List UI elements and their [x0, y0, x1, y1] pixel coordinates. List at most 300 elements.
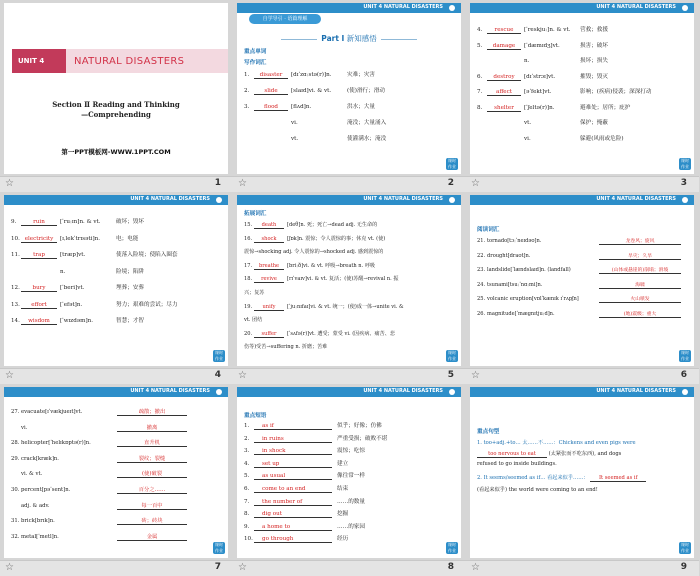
vocab-row	[11, 316, 144, 325]
meaning: 遭受；蒙受 vi. (因疾病、痛苦、悲	[317, 330, 395, 337]
sentence-1-line-1: 1. too+adj.+to… 太……不……：Chickens and even pigs were	[477, 440, 636, 446]
slide-thumb-6[interactable]	[466, 192, 699, 384]
phrase-row	[244, 421, 382, 430]
phonetic: landslide[ˈlændslaɪd]n. (landfall)	[487, 267, 571, 273]
thumb-footer	[0, 368, 233, 384]
vocab-row	[11, 501, 187, 510]
item-number: 1.	[244, 423, 250, 429]
meaning: 洪水；大量	[347, 104, 375, 110]
item-number: 27.	[11, 409, 20, 415]
meaning: ……的数量	[337, 498, 365, 505]
tab-self-study[interactable]: 自学导引 · 语篇理解	[249, 14, 321, 24]
answer-blank: as usual	[254, 473, 332, 480]
meaning: 躲避(风雨或危险)	[580, 135, 624, 142]
notes-icon[interactable]: 课时 作业	[448, 542, 456, 553]
vocab-row	[244, 275, 398, 283]
heading-writing-words: 写作词汇	[244, 60, 267, 66]
phonetic: [əˈfekt]vt.	[524, 89, 552, 95]
vocab-row	[244, 248, 383, 255]
meaning: 震惊；令人震惊的事；休克 vt. (使)	[305, 235, 386, 242]
answer-blank: affect	[487, 89, 521, 96]
phonetic: tsunami[tsuːˈnɑːmi]n.	[487, 281, 543, 288]
vocab-row	[11, 300, 178, 309]
vocab-row	[11, 217, 144, 226]
item-number: 29.	[11, 455, 20, 462]
answer-blank: 旱灾；久旱	[599, 252, 681, 260]
phonetic: [flʌd]n.	[291, 104, 312, 110]
notes-icon[interactable]: 课时 作业	[681, 158, 689, 169]
phonetic: [ˈʃeltə(r)]n.	[524, 104, 555, 111]
phrase-row	[244, 497, 365, 506]
item-number: 10.	[11, 235, 20, 242]
slide-number: 5	[447, 370, 454, 380]
meaning: 智慧；才智	[116, 318, 144, 324]
item-number: 25.	[477, 296, 486, 302]
meaning: 损害；破坏	[580, 42, 608, 49]
unit-header: UNIT 4 NATURAL DISASTERS	[363, 4, 443, 10]
answer-blank: bury	[21, 285, 57, 292]
vocab-row	[477, 25, 608, 34]
unit-badge: UNIT 4	[12, 49, 66, 73]
answer-blank: 裂纹；裂缝	[117, 454, 187, 463]
slide-6	[470, 195, 694, 366]
item-number: 6.	[244, 486, 250, 492]
phonetic: n.	[60, 268, 66, 275]
item-number: 32.	[11, 533, 20, 540]
vocab-row	[11, 250, 178, 259]
slide-7	[4, 387, 228, 558]
item-number: 31.	[11, 518, 20, 525]
phonetic: [ˈefət]n.	[60, 301, 83, 308]
answer-blank: 撤离	[117, 423, 187, 432]
answer-blank: disaster	[254, 72, 288, 79]
part-heading	[237, 33, 461, 44]
phonetic: [briːð]vi. & vt.	[287, 262, 324, 269]
vocab-row	[244, 289, 264, 296]
phonetic: metal[ˈmetl]n.	[21, 533, 59, 540]
meaning: 损坏；损失	[580, 58, 608, 64]
notes-icon[interactable]: 课时 作业	[215, 542, 223, 553]
circle-icon	[682, 5, 688, 11]
item-number: 28.	[11, 440, 20, 447]
thumb-footer	[0, 560, 233, 576]
slide-9	[470, 387, 694, 558]
item-number: 5.	[477, 42, 483, 49]
slide-thumb-3[interactable]	[466, 0, 699, 192]
phonetic: drought[draʊt]n.	[487, 252, 531, 259]
meaning: 死；死亡→dead adj. 无生命的	[306, 222, 378, 228]
meaning: 兴；复苏	[244, 290, 265, 296]
item-number: 18.	[244, 276, 253, 283]
item-number: 17.	[244, 262, 253, 269]
sentence-2-line-2: (看起来似乎) the world were coming to an end!	[477, 487, 598, 493]
vocab-row	[477, 41, 608, 50]
heading-reading-words: 阅读词汇	[477, 227, 500, 233]
vocab-row	[11, 438, 187, 447]
item-number: 4.	[244, 460, 250, 467]
meaning: 像往常一样	[337, 473, 365, 480]
slide-number: 1	[214, 178, 221, 188]
meaning: (使)滑行；滑动	[347, 88, 385, 94]
answer-blank: suffer	[254, 331, 284, 338]
vocab-row	[11, 267, 144, 275]
vocab-row	[477, 281, 681, 289]
phonetic: [træp]vt.	[60, 252, 86, 258]
meaning: 使灌满水；淹没	[347, 136, 387, 142]
vocab-row	[477, 252, 681, 260]
phonetic: brick[brɪk]n.	[21, 518, 55, 525]
meaning: 统一；(使)成一体→unite vi. &	[332, 303, 404, 310]
slide-2	[237, 3, 461, 174]
slide-number: 9	[680, 562, 687, 572]
item-number: 8.	[244, 511, 250, 518]
item-number: 16.	[244, 235, 253, 242]
vocab-row	[11, 532, 187, 541]
phonetic: vi. & vt.	[21, 471, 43, 478]
vocab-row	[11, 423, 187, 432]
answer-blank: 直升机	[117, 438, 187, 447]
item-number: 23.	[477, 267, 486, 273]
section-tabs	[237, 13, 461, 27]
phonetic: evacuate[ɪˈvækjueɪt]vt.	[21, 409, 83, 415]
meaning: 建立	[337, 460, 349, 467]
circle-icon	[216, 389, 222, 395]
phonetic: vt.	[524, 120, 532, 126]
item-number: 20.	[244, 330, 253, 337]
meaning: 避难处；居所；庇护	[580, 104, 631, 111]
item-number: 30.	[11, 487, 20, 493]
answer-blank: trap	[21, 252, 57, 259]
star-icon[interactable]: ☆	[471, 370, 480, 381]
answer-blank: as if	[254, 423, 332, 430]
vocab-row	[244, 70, 375, 79]
slide-thumb-2[interactable]	[233, 0, 466, 192]
meaning: 震惊；吃惊	[337, 448, 365, 455]
meaning: 灾难；灾害	[347, 72, 375, 78]
item-number: 24.	[477, 281, 486, 288]
meaning: 使落入险境；使陷入圈套	[116, 252, 178, 258]
phonetic: [dɪˈzɑːstə(r)]n.	[291, 72, 332, 78]
thumb-footer	[233, 560, 466, 576]
phrase-row	[244, 522, 365, 531]
vocab-row	[244, 330, 395, 338]
star-icon[interactable]: ☆	[5, 562, 14, 573]
sentence-2-line-1	[477, 474, 646, 482]
vocab-row	[244, 343, 327, 350]
answer-blank: (山体或悬崖的)崩塌；滑坡	[599, 266, 681, 274]
phrase-row	[244, 434, 387, 443]
answer-blank: effort	[21, 302, 57, 309]
vocab-row	[244, 221, 377, 229]
item-number: 7.	[244, 498, 250, 505]
vocab-row	[11, 454, 187, 463]
slide-5	[237, 195, 461, 366]
vocab-row	[244, 316, 262, 323]
slide-number: 3	[680, 178, 687, 188]
phonetic: n.	[524, 58, 530, 64]
phonetic: [ˈwɪzdəm]n.	[60, 318, 94, 324]
phrase-row	[244, 484, 348, 493]
vocab-row	[244, 262, 375, 270]
item-number: 1.	[244, 72, 250, 78]
vocab-row	[244, 134, 386, 142]
phrase-row	[244, 509, 348, 518]
phrase-row	[244, 534, 348, 543]
top-bar	[237, 3, 461, 13]
phonetic: tornado[tɔːˈneɪdəʊ]n.	[487, 238, 542, 244]
circle-icon	[449, 389, 455, 395]
thumb-footer	[466, 176, 699, 192]
phonetic: [rɪˈvaɪv]vi. & vt.	[287, 276, 328, 283]
item-number: 15.	[244, 222, 253, 228]
phonetic: [ˈdæmɪdʒ]vt.	[524, 42, 560, 49]
top-bar	[470, 387, 694, 397]
answer-blank: 龙卷风；旋风	[599, 237, 681, 245]
slide-thumb-7[interactable]	[0, 384, 233, 576]
item-number: 5.	[244, 473, 250, 480]
heading-key-sentences: 重点句型	[477, 429, 500, 435]
vocab-row	[244, 303, 404, 311]
unit-header: UNIT 4 NATURAL DISASTERS	[596, 4, 676, 10]
top-bar	[4, 387, 228, 397]
item-number: 14.	[11, 318, 20, 324]
unit-header: UNIT 4 NATURAL DISASTERS	[596, 196, 676, 202]
thumb-footer	[466, 368, 699, 384]
slide-number: 4	[214, 370, 221, 380]
item-number: 7.	[477, 89, 483, 95]
vocab-row	[477, 295, 681, 303]
top-bar	[237, 387, 461, 397]
slide-thumb-5[interactable]	[233, 192, 466, 384]
answer-blank: in shock	[254, 448, 332, 455]
answer-blank: damage	[487, 43, 521, 50]
part-label: Part Ⅰ	[321, 34, 345, 43]
slide-number: 8	[447, 562, 454, 572]
vocab-row	[244, 102, 375, 111]
vocab-row	[11, 516, 187, 525]
vocab-row	[11, 485, 187, 494]
slide-thumb-8[interactable]	[233, 384, 466, 576]
notes-icon[interactable]: 课时 作业	[448, 350, 456, 361]
vocab-row	[11, 407, 187, 416]
item-number: 3.	[244, 104, 250, 110]
item-number: 6.	[477, 73, 483, 80]
vocab-row	[477, 237, 681, 245]
answer-blank: wisdom	[21, 318, 57, 325]
phonetic: [ˈberi]vt.	[60, 285, 85, 291]
answer-blank: destroy	[487, 74, 521, 81]
answer-blank: dig out	[254, 511, 332, 518]
slide-number: 7	[214, 562, 221, 572]
circle-icon	[216, 197, 222, 203]
section-subtitle: —Comprehending	[81, 110, 151, 119]
item-number: 21.	[477, 238, 486, 244]
meaning: 严重受损；破败不堪	[337, 435, 388, 442]
vocab-row	[477, 72, 608, 81]
phonetic: helicopter[ˈhelɪkɒptə(r)]n.	[21, 440, 91, 447]
star-icon[interactable]: ☆	[238, 562, 247, 573]
phonetic: [ʃɒk]n.	[287, 235, 304, 242]
star-icon[interactable]: ☆	[238, 178, 247, 189]
slide-number: 6	[680, 370, 687, 380]
meaning: 电；电能	[116, 235, 139, 242]
vocab-row	[244, 86, 385, 95]
star-icon[interactable]: ☆	[5, 178, 14, 189]
heading-extended-words: 拓展词汇	[244, 211, 267, 217]
meaning: 复活；(使)苏醒→revival n. 振	[328, 276, 399, 283]
item-number: 19.	[244, 303, 253, 310]
answer-blank: death	[254, 222, 284, 229]
item-number: 3.	[244, 448, 250, 455]
answer-blank: 火山喷发	[599, 295, 681, 303]
answer-blank: shock	[254, 236, 284, 243]
answer-blank: ruin	[21, 219, 57, 226]
meaning: 伤等)受苦→suffering n. 折磨；苦难	[244, 344, 328, 351]
vocab-row	[477, 310, 681, 318]
phonetic: [dɪˈstrɔɪ]vt.	[524, 73, 556, 80]
top-bar	[470, 3, 694, 13]
phonetic: vt.	[291, 136, 299, 142]
phonetic: vi.	[21, 424, 28, 431]
thumb-footer	[0, 176, 233, 192]
answer-blank: unify	[254, 304, 284, 311]
item-number: 26.	[477, 310, 486, 317]
website-text: 第一PPT模板网-WWW.1PPT.COM	[61, 148, 171, 156]
slide-thumb-9[interactable]	[466, 384, 699, 576]
phonetic: [ɪˌlekˈtrɪsəti]n.	[60, 235, 101, 242]
answer-blank: come to an end	[254, 486, 332, 493]
item-number: 22.	[477, 252, 486, 259]
answer-blank: set up	[254, 461, 332, 468]
meaning: 呼吸→breath n. 呼吸	[325, 262, 376, 269]
phonetic: vi.	[524, 135, 531, 142]
sentence-1-line-3: refused to go inside buildings.	[477, 461, 557, 467]
heading-key-words: 重点单词	[244, 49, 267, 55]
slide-1	[4, 3, 228, 174]
answer-blank: 疏散；撤出	[117, 407, 187, 416]
answer-blank: a home to	[254, 524, 332, 531]
answer-blank: 每一百中	[117, 501, 187, 510]
vocab-row	[477, 118, 608, 126]
phonetic: adj. & adv.	[21, 502, 50, 509]
circle-icon	[682, 389, 688, 395]
circle-icon	[449, 197, 455, 203]
vocab-row	[477, 87, 652, 96]
star-icon[interactable]: ☆	[471, 562, 480, 573]
item-number: 10.	[244, 536, 253, 543]
answer-blank: too nervous to eat	[477, 451, 547, 458]
star-icon[interactable]: ☆	[238, 370, 247, 381]
slide-8	[237, 387, 461, 558]
meaning: vt. 团结	[244, 317, 263, 324]
circle-icon	[682, 197, 688, 203]
phonetic: [deθ]n.	[287, 222, 306, 228]
phonetic: [slaɪd]vi. & vt.	[291, 88, 332, 94]
answer-blank: breathe	[254, 263, 284, 270]
phrase-row	[244, 459, 348, 468]
item-number: 4.	[477, 27, 483, 33]
unit-header: UNIT 4 NATURAL DISASTERS	[130, 196, 210, 202]
sentence-1-gloss: (太紧张而不吃东西), and dogs	[548, 451, 622, 457]
slide-number: 2	[447, 178, 454, 188]
meaning: 淹没；大量涌入	[347, 120, 387, 126]
unit-header: UNIT 4 NATURAL DISASTERS	[363, 388, 443, 394]
notes-icon[interactable]: 课时 作业	[681, 542, 689, 553]
part-title: 新知感悟	[346, 34, 377, 43]
sentence-2-pattern: 2. It seems/seemed as if… 看起来似乎……：	[477, 475, 589, 481]
meaning: 影响；(疾病)侵袭；深深打动	[580, 89, 652, 95]
notes-icon[interactable]: 课时 作业	[681, 350, 689, 361]
notes-icon[interactable]: 课时 作业	[448, 158, 456, 169]
heading-key-phrases: 重点短语	[244, 413, 267, 419]
answer-blank: 金属	[117, 532, 187, 541]
meaning: 险境；陷阱	[116, 268, 144, 275]
circle-icon	[449, 5, 455, 11]
phonetic: percent[pəˈsent]n.	[21, 487, 71, 493]
star-icon[interactable]: ☆	[5, 370, 14, 381]
slide-thumb-1[interactable]	[0, 0, 233, 192]
vocab-row	[11, 234, 138, 243]
meaning: 营救；救援	[580, 27, 608, 33]
answer-blank: in ruins	[254, 436, 332, 443]
answer-blank: 百分之……	[117, 485, 187, 494]
answer-blank: (地)震级；重大	[599, 310, 681, 318]
answer-blank: slide	[254, 88, 288, 95]
unit-title: NATURAL DISASTERS	[74, 56, 185, 67]
meaning: 努力；艰难的尝试；尽力	[116, 301, 178, 308]
answer-blank: (使)破裂	[117, 469, 187, 478]
top-bar	[470, 195, 694, 205]
unit-header: UNIT 4 NATURAL DISASTERS	[130, 388, 210, 394]
item-number: 13.	[11, 301, 20, 308]
answer-blank: 海啸	[599, 281, 681, 289]
slide-4	[4, 195, 228, 366]
vocab-row	[477, 103, 630, 112]
meaning: 似乎；好像；仿佛	[337, 423, 382, 429]
vocab-row	[477, 266, 681, 274]
answer-blank: the number of	[254, 499, 332, 506]
meaning: ……的家园	[337, 523, 365, 530]
vocab-row	[477, 56, 608, 64]
phrase-row	[244, 446, 365, 455]
item-number: 8.	[477, 104, 483, 111]
answer-blank: 砖；砖块	[117, 516, 187, 525]
thumb-footer	[466, 560, 699, 576]
meaning: 震惊→shocking adj. 令人震惊的→shocked adj. 感到震惊的	[244, 249, 384, 256]
answer-blank: It seemed as if	[590, 475, 646, 482]
answer-blank: revive	[254, 276, 284, 283]
meaning: 破坏；毁坏	[116, 219, 144, 225]
phrase-row	[244, 471, 365, 480]
thumb-footer	[233, 176, 466, 192]
item-number: 2.	[244, 88, 250, 94]
sentence-1-line-2	[477, 450, 621, 458]
vocab-row	[477, 134, 624, 142]
answer-blank: shelter	[487, 105, 521, 112]
meaning: 挖掘	[337, 511, 349, 518]
item-number: 9.	[11, 219, 17, 225]
phonetic: [ˈruːɪn]n. & vt.	[60, 219, 101, 225]
vocab-row	[244, 118, 386, 126]
notes-icon[interactable]: 课时 作业	[215, 350, 223, 361]
answer-blank: flood	[254, 104, 288, 111]
star-icon[interactable]: ☆	[471, 178, 480, 189]
slide-3	[470, 3, 694, 174]
meaning: 经历	[337, 536, 349, 543]
slide-thumb-4[interactable]	[0, 192, 233, 384]
phonetic: crack[kræk]n.	[21, 455, 59, 462]
top-bar	[237, 195, 461, 205]
